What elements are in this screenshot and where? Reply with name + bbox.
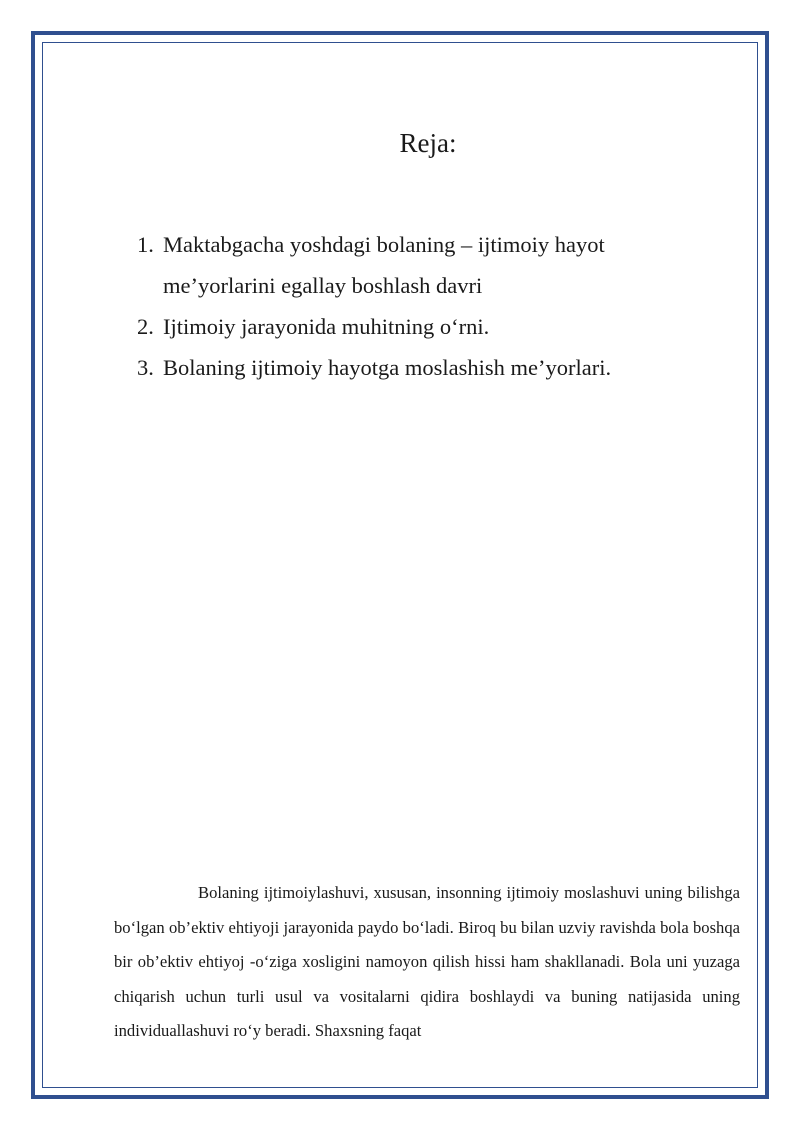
list-item-text: Bolaning ijtimoiy hayotga moslashish me’yorlari. bbox=[163, 355, 612, 380]
list-item bbox=[137, 347, 697, 388]
plan-list bbox=[137, 224, 697, 388]
list-item-number: 1. bbox=[137, 232, 154, 257]
body-paragraph: Bolaning ijtimoiylashuvi, xususan, insonning ijtimoiy moslashuvi uning bilishga bo‘lgan ob’ektiv ehtiyoji jarayonida paydo bo‘ladi. Biroq bu bilan uzviy ravishda bola boshqa bir ob’ektiv ehtiyoj -o‘ziga xosligini namoyon qilish hissi ham shakllanadi. Bola uni yuzaga chiqarish uchun turli usul va vositalarni qidira boshlaydi va buning natijasida uning individuallashuvi ro‘y beradi. Shaxsning faqat bbox=[114, 883, 740, 1040]
list-item-number: 2. bbox=[137, 314, 154, 339]
list-item bbox=[137, 224, 697, 306]
list-item-number: 3. bbox=[137, 355, 154, 380]
page-title: Reja: bbox=[399, 128, 457, 158]
list-item bbox=[137, 306, 697, 347]
list-item-text: Ijtimoiy jarayonida muhitning o‘rni. bbox=[163, 314, 490, 339]
list-item-text: Maktabgacha yoshdagi bolaning – ijtimoiy hayot me’yorlarini egallay boshlash davri bbox=[163, 232, 605, 298]
